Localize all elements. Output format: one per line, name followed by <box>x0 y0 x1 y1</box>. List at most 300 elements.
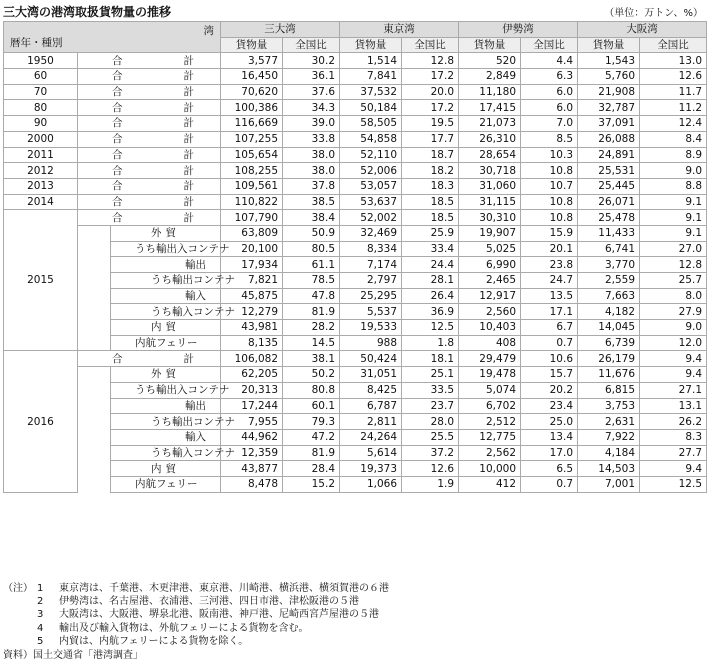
cell-ratio: 11.7 <box>640 84 707 100</box>
cell-ratio: 28.0 <box>402 414 459 430</box>
cell-ratio: 26.4 <box>402 288 459 304</box>
note-text: 伊勢湾は、名古屋港、衣浦港、三河港、四日市港、津松阪港の５港 <box>59 596 359 608</box>
cell-ratio: 15.2 <box>283 476 340 492</box>
note-prefix <box>3 635 37 648</box>
cell-volume: 5,760 <box>578 69 640 85</box>
col-ratio-header: 全国比 <box>283 37 340 53</box>
bay-header: 伊勢湾 <box>459 22 578 38</box>
cell-ratio: 8.8 <box>640 178 707 194</box>
cell-ratio: 8.9 <box>640 147 707 163</box>
cell-ratio: 18.2 <box>402 163 459 179</box>
kind-cell <box>111 398 221 414</box>
cell-ratio: 81.9 <box>283 445 340 461</box>
cell-ratio: 36.9 <box>402 304 459 320</box>
cell-ratio: 10.8 <box>521 210 578 226</box>
cell-volume: 20,313 <box>221 382 283 398</box>
cell-ratio: 0.7 <box>521 476 578 492</box>
kind-label: 輸 出 <box>185 399 206 412</box>
kind-label: 合 計 <box>112 54 195 67</box>
cell-volume: 107,790 <box>221 210 283 226</box>
cell-volume: 7,922 <box>578 429 640 445</box>
cell-volume: 19,478 <box>459 367 521 383</box>
kind-cell <box>111 429 221 445</box>
kind-cell <box>78 69 221 85</box>
cell-volume: 53,637 <box>340 194 402 210</box>
cell-volume: 44,962 <box>221 429 283 445</box>
cell-volume: 43,877 <box>221 461 283 477</box>
cell-volume: 988 <box>340 335 402 351</box>
cell-volume: 2,631 <box>578 414 640 430</box>
cell-ratio: 9.4 <box>640 351 707 367</box>
table-row <box>4 445 707 461</box>
kind-cell <box>111 445 235 461</box>
indent-cell <box>78 225 111 241</box>
cell-ratio: 20.0 <box>402 84 459 100</box>
kind-label: うち輸入コンテナ <box>151 305 235 318</box>
cell-volume: 5,025 <box>459 241 521 257</box>
year-cell: 2012 <box>4 163 78 179</box>
table-row <box>4 116 707 132</box>
year-cell: 80 <box>4 100 78 116</box>
kind-label: 合 計 <box>112 211 195 224</box>
indent-cell <box>78 398 111 414</box>
cell-volume: 110,822 <box>221 194 283 210</box>
table-row <box>4 382 707 398</box>
cell-volume: 7,174 <box>340 257 402 273</box>
cell-ratio: 28.1 <box>402 273 459 289</box>
table-row <box>4 367 707 383</box>
indent-cell <box>78 241 111 257</box>
cell-volume: 105,654 <box>221 147 283 163</box>
cell-volume: 19,373 <box>340 461 402 477</box>
kind-label: 合 計 <box>112 101 195 114</box>
kind-cell <box>111 476 221 492</box>
kind-cell <box>78 194 221 210</box>
kind-label: 内航フェリー <box>135 337 198 350</box>
cell-volume: 4,182 <box>578 304 640 320</box>
year-cell: 60 <box>4 69 78 85</box>
cell-volume: 2,849 <box>459 69 521 85</box>
cell-volume: 109,561 <box>221 178 283 194</box>
cell-volume: 2,559 <box>578 273 640 289</box>
cell-ratio: 37.8 <box>283 178 340 194</box>
cell-volume: 43,981 <box>221 320 283 336</box>
cell-volume: 3,577 <box>221 53 283 69</box>
cell-ratio: 6.0 <box>521 84 578 100</box>
cell-ratio: 1.9 <box>402 476 459 492</box>
bay-header: 東京湾 <box>340 22 459 38</box>
cell-ratio: 25.0 <box>521 414 578 430</box>
kind-label: 合 計 <box>112 352 195 365</box>
cell-volume: 24,264 <box>340 429 402 445</box>
cell-volume: 37,532 <box>340 84 402 100</box>
table-row <box>4 351 707 367</box>
col-ratio-header: 全国比 <box>640 37 707 53</box>
cell-volume: 19,533 <box>340 320 402 336</box>
cell-ratio: 6.7 <box>521 320 578 336</box>
cell-ratio: 9.4 <box>640 367 707 383</box>
cell-ratio: 10.7 <box>521 178 578 194</box>
indent-cell <box>78 257 111 273</box>
indent-cell <box>78 273 111 289</box>
cell-ratio: 6.0 <box>521 100 578 116</box>
cell-volume: 31,115 <box>459 194 521 210</box>
table-row <box>4 288 707 304</box>
kind-label: 合 計 <box>112 86 195 99</box>
table-row <box>4 476 707 492</box>
kind-cell <box>78 351 221 367</box>
cell-volume: 2,560 <box>459 304 521 320</box>
cell-ratio: 38.5 <box>283 194 340 210</box>
cell-volume: 45,875 <box>221 288 283 304</box>
cell-ratio: 81.9 <box>283 304 340 320</box>
cell-ratio: 18.1 <box>402 351 459 367</box>
table-row <box>4 241 707 257</box>
cell-volume: 25,295 <box>340 288 402 304</box>
cell-ratio: 20.2 <box>521 382 578 398</box>
cell-ratio: 24.4 <box>402 257 459 273</box>
cell-ratio: 8.5 <box>521 131 578 147</box>
cell-volume: 108,255 <box>221 163 283 179</box>
cell-volume: 25,445 <box>578 178 640 194</box>
cell-ratio: 6.5 <box>521 461 578 477</box>
cell-volume: 2,512 <box>459 414 521 430</box>
cell-volume: 107,255 <box>221 131 283 147</box>
cell-ratio: 12.0 <box>640 335 707 351</box>
source-line <box>3 649 389 662</box>
cell-volume: 12,359 <box>221 445 283 461</box>
year-cell: 70 <box>4 84 78 100</box>
table-row <box>4 100 707 116</box>
kind-label: 外 貿 <box>151 227 177 240</box>
cell-ratio: 12.5 <box>402 320 459 336</box>
cell-volume: 62,205 <box>221 367 283 383</box>
table-row <box>4 178 707 194</box>
cell-ratio: 13.1 <box>640 398 707 414</box>
cell-volume: 24,891 <box>578 147 640 163</box>
cell-ratio: 12.4 <box>640 116 707 132</box>
unit-label: （単位：万トン、%） <box>604 8 703 19</box>
cell-ratio: 28.2 <box>283 320 340 336</box>
cell-volume: 520 <box>459 53 521 69</box>
cell-volume: 7,841 <box>340 69 402 85</box>
cell-ratio: 27.0 <box>640 241 707 257</box>
indent-cell <box>78 367 111 383</box>
cell-ratio: 13.5 <box>521 288 578 304</box>
cell-volume: 70,620 <box>221 84 283 100</box>
cell-ratio: 15.9 <box>521 225 578 241</box>
kind-cell <box>78 53 221 69</box>
source-label: 資料） <box>3 650 33 662</box>
year-cell: 2011 <box>4 147 78 163</box>
cell-ratio: 20.1 <box>521 241 578 257</box>
header-corner <box>4 22 221 53</box>
note-prefix <box>3 622 37 635</box>
cell-ratio: 17.1 <box>521 304 578 320</box>
kind-cell <box>78 163 221 179</box>
cell-ratio: 23.4 <box>521 398 578 414</box>
cell-volume: 26,310 <box>459 131 521 147</box>
cell-ratio: 9.4 <box>640 461 707 477</box>
kind-label: 合 計 <box>112 117 195 130</box>
cell-ratio: 38.0 <box>283 147 340 163</box>
cell-volume: 14,045 <box>578 320 640 336</box>
cell-ratio: 27.1 <box>640 382 707 398</box>
cell-ratio: 8.4 <box>640 131 707 147</box>
cell-volume: 14,503 <box>578 461 640 477</box>
cell-ratio: 50.2 <box>283 367 340 383</box>
table-row <box>4 225 707 241</box>
table-row <box>4 131 707 147</box>
cell-ratio: 38.1 <box>283 351 340 367</box>
cell-ratio: 28.4 <box>283 461 340 477</box>
cell-ratio: 27.7 <box>640 445 707 461</box>
bay-axis-label: 湾 <box>203 25 215 37</box>
cell-volume: 12,917 <box>459 288 521 304</box>
cell-volume: 26,088 <box>578 131 640 147</box>
kind-cell <box>78 116 221 132</box>
kind-label: 合 計 <box>112 70 195 83</box>
table-row <box>4 398 707 414</box>
cell-ratio: 12.5 <box>640 476 707 492</box>
cell-ratio: 24.7 <box>521 273 578 289</box>
cell-ratio: 11.2 <box>640 100 707 116</box>
cell-ratio: 18.3 <box>402 178 459 194</box>
cell-ratio: 39.0 <box>283 116 340 132</box>
cell-volume: 7,955 <box>221 414 283 430</box>
kind-label: 内航フェリー <box>135 478 198 491</box>
cell-ratio: 38.0 <box>283 163 340 179</box>
cell-volume: 16,450 <box>221 69 283 85</box>
cell-volume: 11,676 <box>578 367 640 383</box>
kind-cell <box>78 84 221 100</box>
cell-volume: 106,082 <box>221 351 283 367</box>
cell-volume: 5,537 <box>340 304 402 320</box>
year-cell: 1950 <box>4 53 78 69</box>
year-cell: 2000 <box>4 131 78 147</box>
kind-label: 合 計 <box>112 148 195 161</box>
cell-volume: 12,279 <box>221 304 283 320</box>
cell-volume: 11,180 <box>459 84 521 100</box>
cell-ratio: 13.0 <box>640 53 707 69</box>
cell-volume: 6,741 <box>578 241 640 257</box>
kind-cell <box>111 382 230 398</box>
table-row <box>4 414 707 430</box>
cell-ratio: 25.5 <box>402 429 459 445</box>
cell-volume: 52,006 <box>340 163 402 179</box>
year-cell: 90 <box>4 116 78 132</box>
note-item <box>3 582 389 595</box>
cell-volume: 30,718 <box>459 163 521 179</box>
note-number: 1 <box>37 583 44 594</box>
table-row <box>4 257 707 273</box>
cell-volume: 12,775 <box>459 429 521 445</box>
note-text: 東京湾は、千葉港、木更津港、東京港、川崎港、横浜港、横須賀港の６港 <box>59 583 389 594</box>
cell-volume: 7,001 <box>578 476 640 492</box>
kind-cell <box>78 100 221 116</box>
cell-volume: 54,858 <box>340 131 402 147</box>
page-title: 三大湾の港湾取扱貨物量の推移 <box>3 5 172 19</box>
cell-volume: 17,244 <box>221 398 283 414</box>
cell-ratio: 47.8 <box>283 288 340 304</box>
kind-label: 合 計 <box>112 164 195 177</box>
year-cell: 2013 <box>4 178 78 194</box>
cell-volume: 50,424 <box>340 351 402 367</box>
cell-volume: 53,057 <box>340 178 402 194</box>
table-row <box>4 429 707 445</box>
kind-cell <box>111 273 235 289</box>
cell-volume: 1,514 <box>340 53 402 69</box>
cell-volume: 2,562 <box>459 445 521 461</box>
cell-volume: 7,663 <box>578 288 640 304</box>
col-volume-header: 貨物量 <box>578 37 640 53</box>
indent-cell <box>78 335 111 351</box>
cell-volume: 2,811 <box>340 414 402 430</box>
kind-cell <box>111 414 235 430</box>
cell-volume: 8,135 <box>221 335 283 351</box>
table-row <box>4 335 707 351</box>
cell-volume: 11,433 <box>578 225 640 241</box>
cell-volume: 2,797 <box>340 273 402 289</box>
cell-ratio: 34.3 <box>283 100 340 116</box>
cell-ratio: 18.5 <box>402 194 459 210</box>
cell-ratio: 10.3 <box>521 147 578 163</box>
cell-ratio: 33.8 <box>283 131 340 147</box>
cell-ratio: 78.5 <box>283 273 340 289</box>
cell-volume: 52,002 <box>340 210 402 226</box>
cell-volume: 21,073 <box>459 116 521 132</box>
cell-ratio: 33.5 <box>402 382 459 398</box>
indent-cell <box>78 476 111 492</box>
indent-cell <box>78 382 111 398</box>
col-ratio-header: 全国比 <box>521 37 578 53</box>
cell-volume: 19,907 <box>459 225 521 241</box>
cell-ratio: 13.4 <box>521 429 578 445</box>
year-cell: 2014 <box>4 194 78 210</box>
table-row <box>4 53 707 69</box>
kind-cell <box>111 225 221 241</box>
kind-cell <box>111 241 230 257</box>
cell-volume: 37,091 <box>578 116 640 132</box>
note-number: 3 <box>37 609 44 621</box>
note-item <box>3 595 389 608</box>
cell-volume: 3,770 <box>578 257 640 273</box>
kind-cell <box>111 288 221 304</box>
note-prefix: （注） <box>3 583 33 594</box>
note-number: 4 <box>37 622 44 634</box>
cell-ratio: 50.9 <box>283 225 340 241</box>
cell-ratio: 12.6 <box>640 69 707 85</box>
notes <box>3 582 389 662</box>
cell-ratio: 14.5 <box>283 335 340 351</box>
col-ratio-header: 全国比 <box>402 37 459 53</box>
cell-ratio: 6.3 <box>521 69 578 85</box>
cell-ratio: 25.1 <box>402 367 459 383</box>
cell-volume: 26,179 <box>578 351 640 367</box>
cell-ratio: 37.2 <box>402 445 459 461</box>
cell-volume: 6,739 <box>578 335 640 351</box>
cell-ratio: 9.1 <box>640 225 707 241</box>
cell-ratio: 12.6 <box>402 461 459 477</box>
kind-label: 合 計 <box>112 133 195 146</box>
indent-cell <box>78 445 111 461</box>
cell-ratio: 7.0 <box>521 116 578 132</box>
table-row <box>4 147 707 163</box>
cell-volume: 10,000 <box>459 461 521 477</box>
col-volume-header: 貨物量 <box>340 37 402 53</box>
cell-ratio: 4.4 <box>521 53 578 69</box>
cell-ratio: 15.7 <box>521 367 578 383</box>
cell-volume: 7,821 <box>221 273 283 289</box>
cell-ratio: 25.7 <box>640 273 707 289</box>
cell-volume: 25,478 <box>578 210 640 226</box>
kind-cell <box>78 210 221 226</box>
indent-cell <box>78 304 111 320</box>
cell-ratio: 33.4 <box>402 241 459 257</box>
cell-volume: 8,334 <box>340 241 402 257</box>
cell-ratio: 27.9 <box>640 304 707 320</box>
cell-volume: 31,060 <box>459 178 521 194</box>
kind-label: 輸 入 <box>185 431 206 444</box>
kind-label: 合 計 <box>112 195 195 208</box>
bay-header: 大阪湾 <box>578 22 707 38</box>
cell-ratio: 17.0 <box>521 445 578 461</box>
cell-ratio: 36.1 <box>283 69 340 85</box>
cell-ratio: 18.5 <box>402 210 459 226</box>
cell-ratio: 19.5 <box>402 116 459 132</box>
cell-ratio: 18.7 <box>402 147 459 163</box>
cell-volume: 58,505 <box>340 116 402 132</box>
kind-label: うち輸出入コンテナ <box>135 384 230 397</box>
cell-volume: 5,074 <box>459 382 521 398</box>
cell-ratio: 1.8 <box>402 335 459 351</box>
kind-cell <box>78 178 221 194</box>
indent-cell <box>78 429 111 445</box>
cell-volume: 20,100 <box>221 241 283 257</box>
note-prefix <box>3 595 37 608</box>
kind-label: うち輸出コンテナ <box>151 274 235 287</box>
kind-cell <box>111 257 221 273</box>
cell-ratio: 9.1 <box>640 210 707 226</box>
cell-ratio: 9.0 <box>640 163 707 179</box>
cell-ratio: 17.2 <box>402 100 459 116</box>
cell-volume: 8,425 <box>340 382 402 398</box>
kind-cell <box>111 367 221 383</box>
table-row <box>4 273 707 289</box>
cell-volume: 10,403 <box>459 320 521 336</box>
indent-cell <box>78 461 111 477</box>
cell-ratio: 8.3 <box>640 429 707 445</box>
cell-ratio: 10.6 <box>521 351 578 367</box>
year-axis-label: 暦年・種別 <box>10 37 63 50</box>
note-number: 5 <box>37 635 44 647</box>
col-volume-header: 貨物量 <box>459 37 521 53</box>
cell-volume: 31,051 <box>340 367 402 383</box>
indent-cell <box>78 414 111 430</box>
table-row <box>4 320 707 336</box>
note-text: 大阪湾は、大阪港、堺泉北港、阪南港、神戸港、尼崎西宮芦屋港の５港 <box>59 609 379 621</box>
cell-volume: 1,066 <box>340 476 402 492</box>
note-text: 輸出及び輸入貨物は、外航フェリーによる貨物を含む。 <box>59 622 309 634</box>
cell-volume: 3,753 <box>578 398 640 414</box>
cell-ratio: 10.8 <box>521 194 578 210</box>
cell-ratio: 61.1 <box>283 257 340 273</box>
header-row-bays <box>4 22 707 38</box>
cell-ratio: 80.5 <box>283 241 340 257</box>
cell-ratio: 9.0 <box>640 320 707 336</box>
note-item <box>3 608 389 621</box>
cell-ratio: 10.8 <box>521 163 578 179</box>
